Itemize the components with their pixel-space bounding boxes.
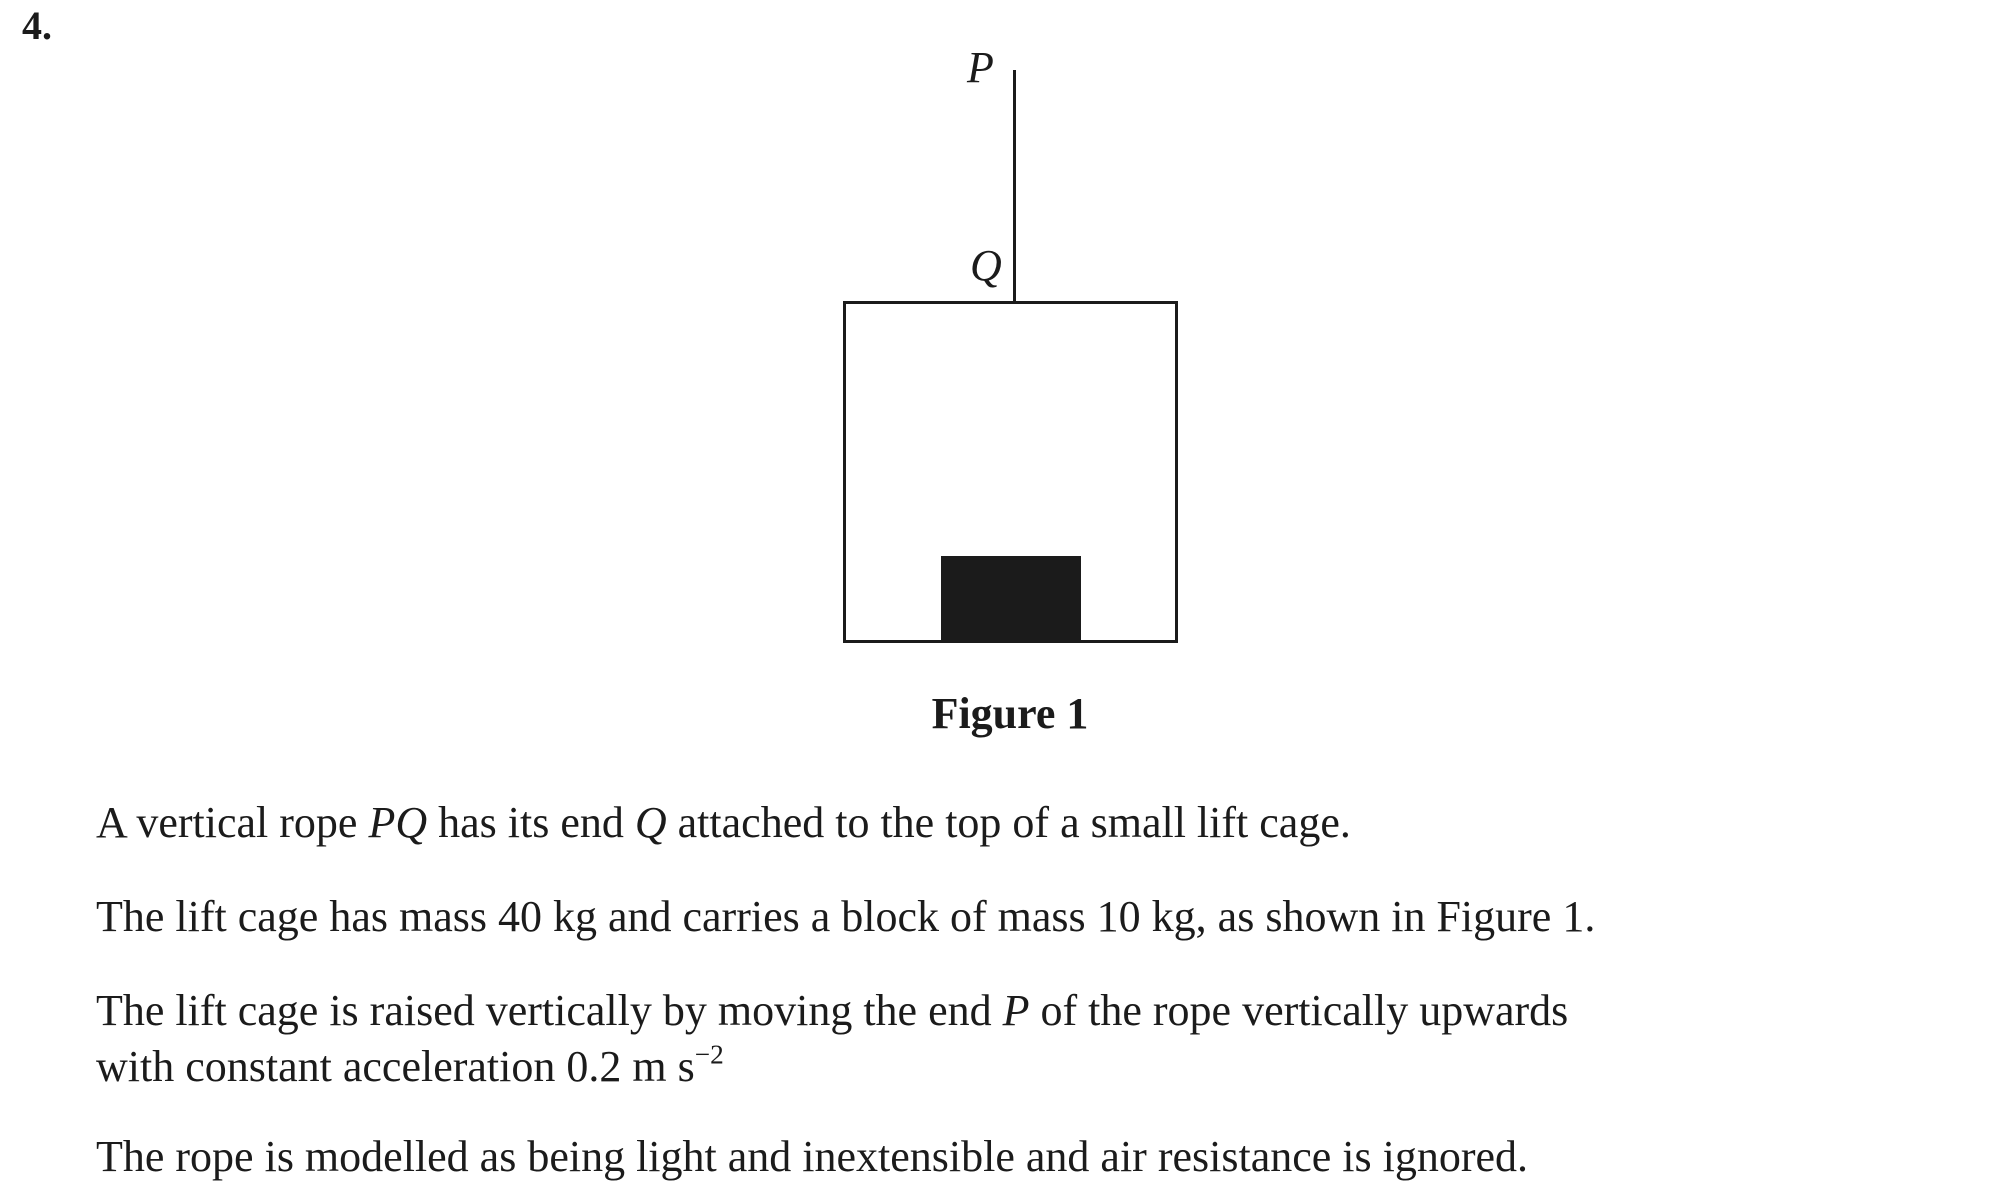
exponent: −2: [694, 1039, 724, 1070]
rope-end-q-label: Q: [970, 241, 1002, 290]
rope-pq: [1013, 70, 1016, 303]
block: [941, 556, 1081, 643]
math-pq: PQ: [368, 798, 428, 847]
figure-caption: Figure 1: [931, 689, 1089, 738]
paragraph-acceleration: [96, 983, 1896, 1095]
text-run: The lift cage is raised vertically by moving the end: [96, 986, 1003, 1035]
paragraph-masses: The lift cage has mass 40 kg and carries a block of mass 10 kg, as shown in Figure 1.: [96, 892, 1596, 941]
text-run: has its end: [427, 798, 635, 847]
text-run: of the rope vertically upwards: [1029, 986, 1569, 1035]
question-number: 4.: [22, 3, 52, 48]
text-run: A vertical rope: [96, 798, 369, 847]
text-run: with constant acceleration 0.2 m s: [96, 1042, 695, 1091]
paragraph-model-assumptions: The rope is modelled as being light and inextensible and air resistance is ignored.: [96, 1132, 1529, 1181]
text-run: attached to the top of a small lift cage.: [666, 798, 1351, 847]
paragraph-rope-description: [96, 795, 1896, 851]
math-p: P: [1002, 986, 1030, 1035]
math-q: Q: [634, 798, 667, 847]
rope-end-p-label: P: [967, 43, 994, 92]
